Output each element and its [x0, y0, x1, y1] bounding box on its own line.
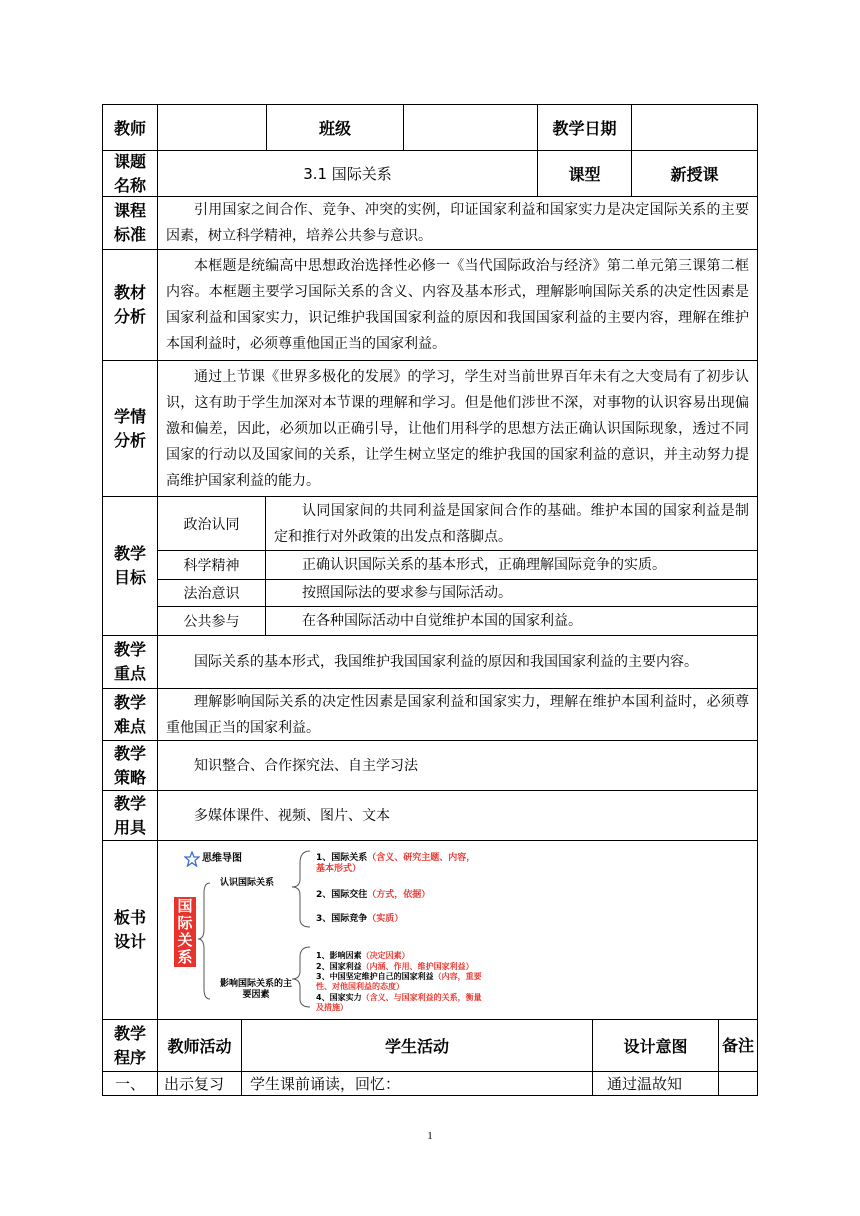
material-text: 本框题是统编高中思想政治选择性必修一《当代国际政治与经济》第二单元第三课第二框内容。本框题主要学习国际关系的含义、内容及基本形式，理解影响国际关系的决定性因素是国家利益和国家实力，识记维护我国国家利益的原因和我国国家利益的主要内容，理解在维护本国利益时，必须尊重他国正当的国家利益。 — [166, 258, 749, 352]
mindmap-b1-item-3: 3、国际竞争（实质） — [316, 914, 404, 924]
mindmap — [158, 841, 757, 1019]
lesson-type-label: 课型 — [568, 165, 601, 184]
standard-text: 引用国家之间合作、竞争、冲突的实例，印证国家利益和国家实力是决定国际关系的主要因素，树立科学精神，培养公共参与意识。 — [166, 202, 749, 244]
mindmap-b2-item-3: 3、中国坚定维护自己的国家利益（内容，重要性、对他国利益的态度） — [316, 972, 482, 991]
difficulties-text: 理解影响国际关系的决定性因素是国家利益和国家实力，理解在维护本国利益时，必须尊重他国正当的国家利益。 — [166, 693, 749, 736]
key-points-label: 教学重点 — [113, 640, 146, 683]
procedure-label: 教学程序 — [113, 1023, 146, 1067]
mindmap-b2-item-1: 1、影响因素（决定因素） — [316, 951, 410, 960]
students-label: 学情分析 — [113, 406, 146, 450]
goal-text-law: 按照国际法的要求参与国际活动。 — [302, 585, 512, 601]
tools-label: 教学用具 — [113, 793, 146, 837]
strategy-text: 知识整合、合作探究法、自主学习法 — [194, 757, 418, 774]
lesson-type-value: 新授课 — [670, 165, 719, 184]
material-label: 教材分析 — [113, 283, 146, 326]
goal-name-law: 法治意识 — [183, 586, 240, 602]
date-value — [632, 105, 757, 150]
goal-name-public: 公共参与 — [183, 614, 240, 630]
goal-name-political: 政治认同 — [183, 516, 240, 533]
teacher-label: 教师 — [113, 119, 146, 138]
class-value — [404, 105, 537, 150]
goal-text-public: 在各种国际活动中自觉维护本国的国家利益。 — [302, 613, 582, 629]
remarks-cell — [719, 1072, 757, 1095]
mindmap-branch-2: 影响国际关系的主要因素 — [220, 979, 293, 1000]
board-label: 板书设计 — [113, 908, 146, 951]
key-points-text: 国际关系的基本形式，我国维护我国国家利益的原因和我国国家利益的主要内容。 — [194, 654, 698, 670]
teacher-activity-cell: 出示复习 — [164, 1075, 225, 1093]
design-intent-cell: 通过温故知 — [607, 1075, 683, 1093]
mindmap-b2-item-4: 4、国家实力（含义、与国家利益的关系，衡量及措施） — [316, 993, 482, 1012]
strategy-label: 教学策略 — [113, 743, 146, 787]
design-intent-header: 设计意图 — [623, 1037, 688, 1056]
remarks-header: 备注 — [722, 1035, 755, 1055]
student-activity-header: 学生活动 — [384, 1037, 449, 1056]
teacher-value — [158, 105, 266, 150]
tools-text: 多媒体课件、视频、图片、文本 — [194, 807, 390, 824]
step-number: 一、 — [114, 1075, 145, 1093]
mindmap-b1-item-1: 1、国际关系（含义、研究主题、内容，基本形式） — [316, 853, 476, 874]
topic-label: 课题名称 — [113, 151, 146, 195]
mindmap-title: 思维导图 — [202, 853, 242, 864]
teacher-activity-header: 教师活动 — [167, 1037, 232, 1056]
topic-title: 3.1 国际关系 — [303, 165, 392, 183]
mindmap-braces — [288, 849, 318, 1009]
goal-name-science: 科学精神 — [183, 558, 240, 574]
date-label: 教学日期 — [552, 119, 617, 138]
goals-label: 教学目标 — [113, 544, 146, 587]
mindmap-b1-item-2: 2、国际交往（方式，依据） — [316, 890, 431, 900]
student-activity-cell: 学生课前诵读，回忆： — [250, 1075, 401, 1093]
mindmap-b2-item-2: 2、国家利益（内涵、作用、维护国家利益） — [316, 962, 474, 971]
mindmap-root: 国际关系 — [174, 897, 196, 967]
class-label: 班级 — [318, 119, 351, 138]
page-number: 1 — [427, 1130, 433, 1142]
goal-text-science: 正确认识国际关系的基本形式，正确理解国际竞争的实质。 — [302, 557, 666, 573]
students-text: 通过上节课《世界多极化的发展》的学习，学生对当前世界百年未有之大变局有了初步认识，这有助于学生加深对本节课的理解和学习。但是他们涉世不深，对事物的认识容易出现偏激和偏差，因此，必须加以正确引导，让他们用科学的思想方法正确认识国际现象，透过不同国家的行动以及国家间的关系，让学生树立坚定的维护我国的国家利益的意识，并主动努力提高维护国家利益的能力。 — [166, 368, 749, 489]
standard-label: 课程标准 — [113, 201, 146, 244]
difficulties-label: 教学难点 — [113, 692, 146, 736]
goal-text-political: 认同国家间的共同利益是国家间合作的基础。维护本国的国家利益是制定和推行对外政策的出发点和落脚点。 — [274, 502, 749, 545]
mindmap-branch-1: 认识国际关系 — [220, 878, 275, 888]
